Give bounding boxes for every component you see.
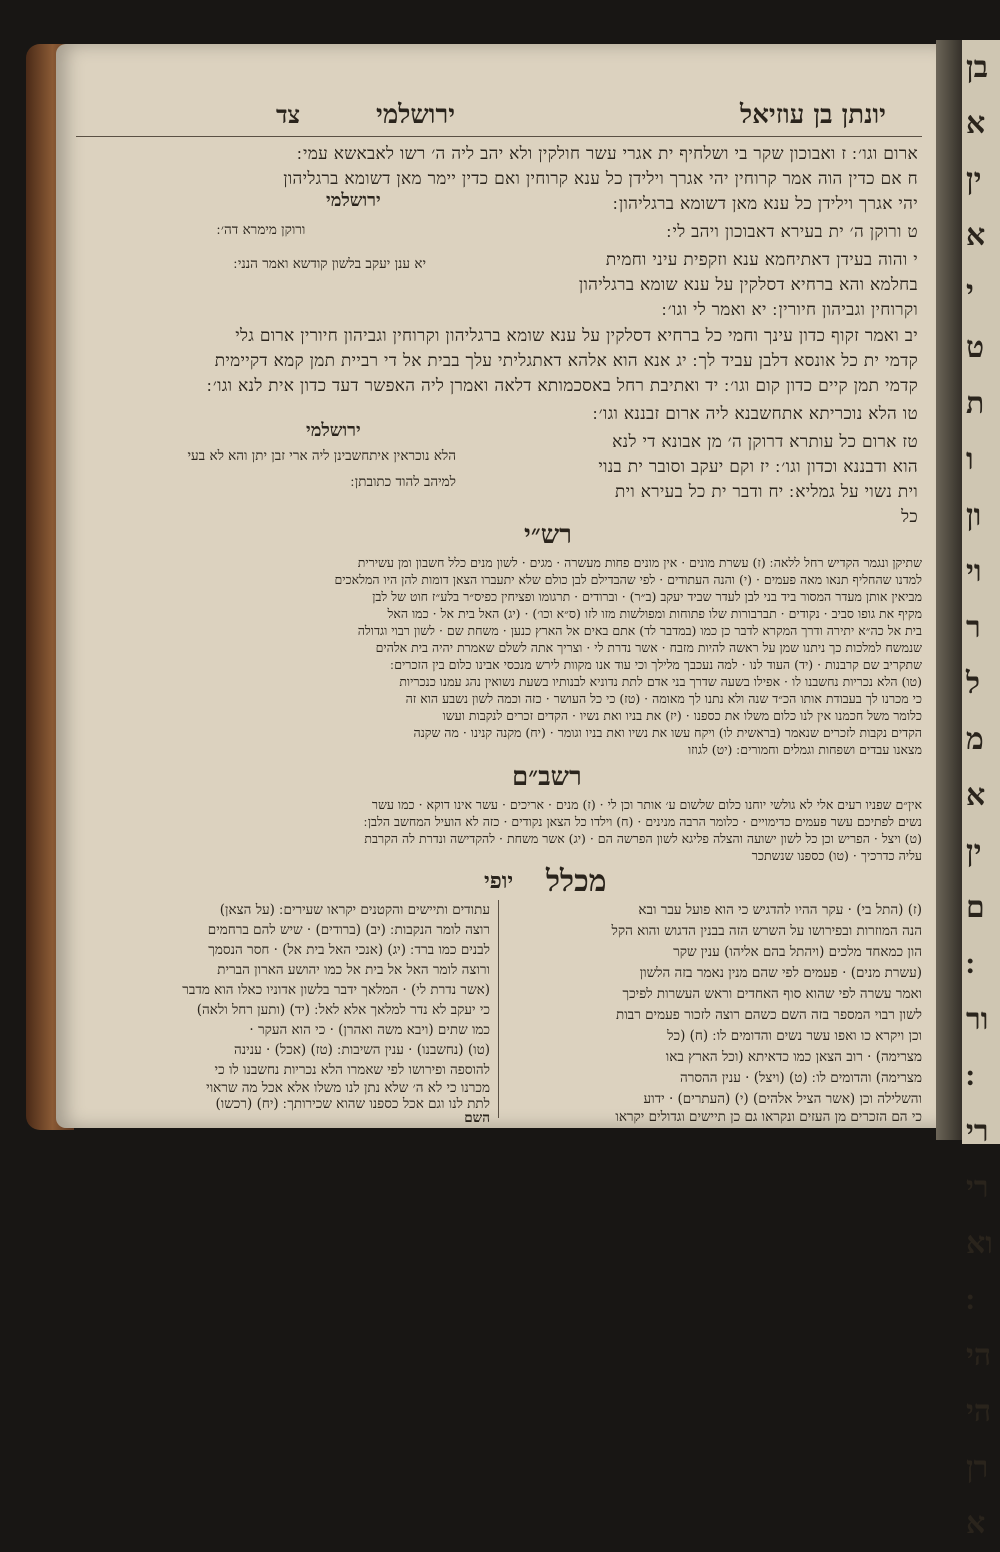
mikhlal-right-line: וכן ויקרא כו ואפו עשר נשים והדומים לו ׃ (ח) (כל	[667, 1028, 922, 1044]
facing-page-letter: הי	[966, 1338, 992, 1373]
mikhlal-left-line: כי יעקב לא נדר למלאך אלא לאל ׃ (יד) (ותען רחל ולאה)	[196, 1002, 490, 1018]
facing-page-letter: וא	[966, 1226, 993, 1261]
facing-page-letter: רי	[966, 1170, 989, 1205]
rashi-line: כי מכרנו לך בעבודת אותו הכ״ד שנה ולא נתנו לך מאומה · (טז) כי כל העושר · כזה וכמה לשון נשבע הוא זה	[405, 691, 922, 706]
mikhlal-right-line: מצרימה) · רוב הצאן כמו כדאיתא (וכל הארץ באו	[665, 1049, 922, 1065]
mikhlal-left-line: עתודים ותיישים והקטנים יקראו שעירים ׃ (על הצאן)	[219, 902, 490, 918]
mikhlal-left-line: (אשר נדרת לי) · המלאך ידבר בלשון אדוניו כאלו הוא מדבר	[182, 982, 490, 998]
rashi-line: הקדים נקבות לזכרים שנאמר (בראשית לו) ויקח עשו את נשיו ואת בניו וגומר · (יח) מקנה קנינו · מה שקנה	[413, 725, 922, 740]
facing-page-letter	[962, 936, 1000, 992]
yerushalmi-line: ורוקן מימרא דה׳ ׃	[216, 222, 306, 238]
facing-page-letter: רי	[966, 1114, 989, 1149]
facing-page-letter: ור	[966, 1002, 989, 1037]
facing-page-letter: א	[966, 218, 986, 253]
main-text-line: הוא ודבננא וכדון וגו׳ ׃ יז וקם יעקב וסובר ית בנוי	[598, 457, 918, 477]
main-text-line: יהי אגרך וילידן כל ענא מאן דשומא ברגליהון ׃	[612, 194, 918, 214]
catchword: השם	[464, 1110, 490, 1126]
facing-page-letter: וי	[966, 554, 982, 589]
mikhlal-right-line: כי הם הזכרים מן העזים ונקראו גם כן תיישים וגדולים יקראו	[615, 1109, 922, 1125]
main-text-line: ח אם כדין הוה אמר קרוחין יהי אגרך וילידן כל ענא קרוחין ואם כדין יימר מאן דשומא ברגליהון	[283, 169, 918, 189]
mikhlal-right-line: (ז) (התל בי) · עקר ההיו להדגיש כי הוא פועל עבר ובא	[638, 902, 922, 918]
facing-page-letter: א	[966, 106, 986, 141]
mikhlal-left-line: להוספה ופירושו לפי שאמרו הלא נכריות נחשבנו לו כי	[214, 1062, 490, 1078]
yerushalmi-line: למיהב להוד כתובתן ׃	[350, 474, 456, 490]
facing-page-letter: מ	[966, 722, 984, 757]
rashi-line: שתיקן ונגמר הקדיש רחל ללאה ׃ (ז) עשרת מונים · אין מונים פחות מעשרה · מגים · לשון מנים כלל חשבון ומן עשירית	[357, 555, 922, 570]
rashi-line: למדנו שהחליף תנאו מאה פעמים · (י) והנה העתודים · לפי שהבדילם לבן כולם שלא יתעברו הצאן דומות להן היו המלאכים	[334, 572, 922, 587]
running-header-right: יונתן בן עוזיאל	[740, 100, 886, 130]
rashbam-line: אין״ם שפניו רעים אלי לא גולשי יוחנו כלום שלשום ע׳ אותר וכן לי · (ז) מנים · אריכים · עשר אינו דוקא · כמו עשר	[371, 797, 922, 812]
rashbam-line: נשים לפתיכם עשר פעמים כדימויים · כלומר הרבה מנינים · (ח) וילדו כל הצאן נקודים · כזה לא הועיל המחשב הלבן ׃	[363, 814, 922, 829]
rashbam-heading: רשב״ם	[512, 762, 582, 792]
facing-page-letter: ת	[966, 386, 985, 421]
facing-page-letter: ון	[966, 498, 982, 533]
mikhlal-left-line: לבנים כמו ברד ׃ (יג) (אנכי האל בית אל) · חסר הנסמך	[208, 942, 490, 958]
facing-page-letter: ין	[966, 834, 982, 869]
rashi-line: בית אל כה״א יתירה ודרך המקרא לדבר כן כמו (במדבר לד) אתם באים אל הארץ כנען · משחת שם · לשון רבוי וגדולה	[357, 623, 922, 638]
yerushalmi-label: ירושלמי	[306, 420, 361, 441]
mikhlal-right-line: ואמר עשרה לפי שהוא סוף האחדים וראש העשרות לפיכך	[622, 986, 922, 1002]
facing-page-letter: רן	[966, 1450, 989, 1485]
yerushalmi-line: הלא נוכראין איתחשבינן ליה ארי זבן יתן והא לא בעי	[187, 448, 456, 464]
page-number: צד	[276, 100, 301, 129]
column-divider	[498, 900, 499, 1118]
mikhlal-right-line: הנה המוזרות ובפירושו על השרש הזה בבנין הדגוש והוא הקל	[611, 923, 922, 939]
mikhlal-left-line: ורוצה לומר האל אל בית אל כמו יהושע הארון הברית	[217, 962, 490, 978]
rashi-line: מצאנו עבדים ושפחות וגמלים וחמורים ׃ (יט) לגוזו	[687, 742, 922, 757]
facing-page-letter: בן	[966, 50, 989, 85]
main-text-line: טז ארום כל עותרא דרוקן ה׳ מן אבונא די לנא	[612, 432, 918, 452]
mikhlal-left-line: (טו) (נחשבנו) · ענין השיבות ׃ (טז) (אכל) · ענינה	[234, 1042, 490, 1058]
facing-page-edge	[962, 40, 1000, 1541]
facing-page-letter: ו	[966, 442, 974, 477]
main-text-line: ארום וגו׳ ׃ ז ואבוכון שקר בי ושלחיף ית אגרי עשר חולקין ולא יהב ליה ה׳ רשו לאבאשא עמי ׃	[296, 144, 918, 164]
facing-page-letter: א	[966, 778, 986, 813]
facing-page-letter: הי	[966, 1394, 992, 1429]
rashi-heading: רש״י	[524, 520, 572, 550]
mikhlal-right-line: לשון רבוי המספר בזה השם כשהם רוצה לזכור פעמים רבות	[616, 1007, 922, 1023]
mikhlal-left-line: לתת לנו וגם אכל כספנו שהוא שכירותך ׃ (יח) (רכשו)	[215, 1096, 490, 1112]
running-header-center: ירושלמי	[376, 100, 456, 130]
facing-page-letter: ט	[966, 330, 985, 365]
facing-page-letter: ין	[966, 162, 982, 197]
rashi-line: מביאין אותן מעדר המסור ביד בני לבן לעדר שביד יעקב (ב״ר) · וברודים · תרגומו ופציחין כפיס״ר בלע״ז חוט של לבן	[372, 589, 922, 604]
mikhlal-right-line: הון כמאחד מלכים (ויהתל בהם אליהו) ענין שקר	[673, 944, 922, 960]
facing-page-letter	[962, 1048, 1000, 1104]
main-text-line: וית נשוי על גמליא ׃ יח ודבר ית כל בעירא וית	[614, 482, 918, 502]
mikhlal-left-line: רוצה לומר הנקבות ׃ (יב) (ברודים) · שיש להם ברחמים	[207, 922, 490, 938]
rashi-line: כלומר משל חכמנו אין לנו כלום משלו את כספנו · (יז) את בניו ואת נשיו · הקדים זכרים לנקבות ועשו	[442, 708, 922, 723]
main-text-line: ט ורוקן ה׳ ית בעירא דאבוכון ויהב לי ׃	[666, 222, 918, 242]
facing-page-letter	[962, 1272, 1000, 1328]
main-text-line: בחלמא והא ברחיא דסלקין על ענא שומא ברגליהון	[578, 275, 918, 295]
rashbam-line: עליה כדרכיך · (טו) כספנו שנשתכר	[751, 848, 922, 863]
mikhlal-yofi-heading: מכלל	[546, 864, 607, 899]
facing-page-letter: י	[966, 274, 974, 309]
facing-page-letter: א	[966, 1506, 986, 1541]
main-text-line: י והוה בעידן דאתיחמא ענא וזקפית עיני וחמית	[605, 250, 918, 270]
header-rule	[76, 136, 922, 137]
mikhlal-left-line: כמו שתים (ויבא משה ואהרן) · כי הוא העקר ·	[249, 1022, 490, 1038]
rashi-line: (טו) הלא נכריות נחשבנו לו · אפילו בשעה שדרך בני אדם לתת נדוניא לבנותיו בשעת נשואין נהג עמנו כנכריות	[399, 674, 922, 689]
rashi-line: מקיף את גופו סביב · נקודים · תברבורות שלו פתוחות ומפולשות מזו לזו (ס״א וכו׳) · (יג) האל בית אל · כמו האל	[387, 606, 922, 621]
rashi-line: שנמשח למלכות כך ניתנו שמן על ראשה להיות מזבח · אשר נדרת לי · וצריך אתה לשלם שאמרת יהיה בית אלהים	[375, 640, 922, 655]
main-text-line: יב ואמר זקוף כדון עינך וחמי כל ברחיא דסלקין על ענא שומא ברגליהון וקרוחין וגביהון חיורין ארום גלי	[235, 326, 918, 346]
book-page	[56, 44, 942, 1128]
facing-page-letter: ר	[966, 610, 981, 645]
main-text-line: קדמי תמן קיים כדון קום וגו׳ ׃ יד ואתיבת רחל באסכמותא דלאה ואמרן ליה האפשר דעד כדון אית לנא וגו׳ ׃	[206, 376, 918, 396]
main-text-line: כל	[901, 507, 918, 527]
mikhlal-right-line: (עשרת מנים) · פעמים לפי שהם מנין נאמר בזה הלשון	[639, 965, 922, 981]
yerushalmi-label: ירושלמי	[326, 190, 381, 211]
rashbam-line: (ט) ויצל · הפריש וכן כל לשון ישועה והצלה פליגא לשון הפרשה הם · (יג) אשר משחת · להקדישה ונדרת לה הקרבת	[364, 831, 922, 846]
rashi-line: שתקריב שם קרבנות · (יד) העוד לנו · למה נעכבך מלילך וכי עוד אנו מקוות לירש מנכסי אבינו כלום בין הזכרים ׃	[390, 657, 922, 672]
facing-page-letter: ל	[966, 666, 981, 701]
facing-page-letter: ם	[966, 890, 985, 925]
main-text-line: קדמי ית כל אונסא דלבן עביד לך ׃ יג אנא הוא אלהא דאתגליתי עלך בבית אל די רביית תמן קמא דקיימית	[214, 351, 918, 371]
mikhlal-right-line: מצרימה) והדומים לו ׃ (ט) (ויצל) · ענין ההסרה	[679, 1070, 922, 1086]
mikhlal-yofi-heading-2: יופי	[484, 868, 514, 894]
mikhlal-left-line: מכרנו כי לא ה׳ שלא נתן לנו משלו אלא אכל מה שראוי	[206, 1080, 490, 1096]
main-text-line: טו הלא נוכריתא אתחשבנא ליה ארום זבננא וגו׳ ׃	[592, 404, 918, 424]
main-text-line: וקרוחין וגביהון חיורין ׃ יא ואמר לי וגו׳ ׃	[661, 300, 918, 320]
yerushalmi-line: יא ענן יעקב בלשון קודשא ואמר הנני ׃	[233, 256, 426, 272]
mikhlal-right-line: והשלילה וכן (אשר הציל אלהים) (י) (העתרים) · ידוע	[643, 1091, 922, 1107]
